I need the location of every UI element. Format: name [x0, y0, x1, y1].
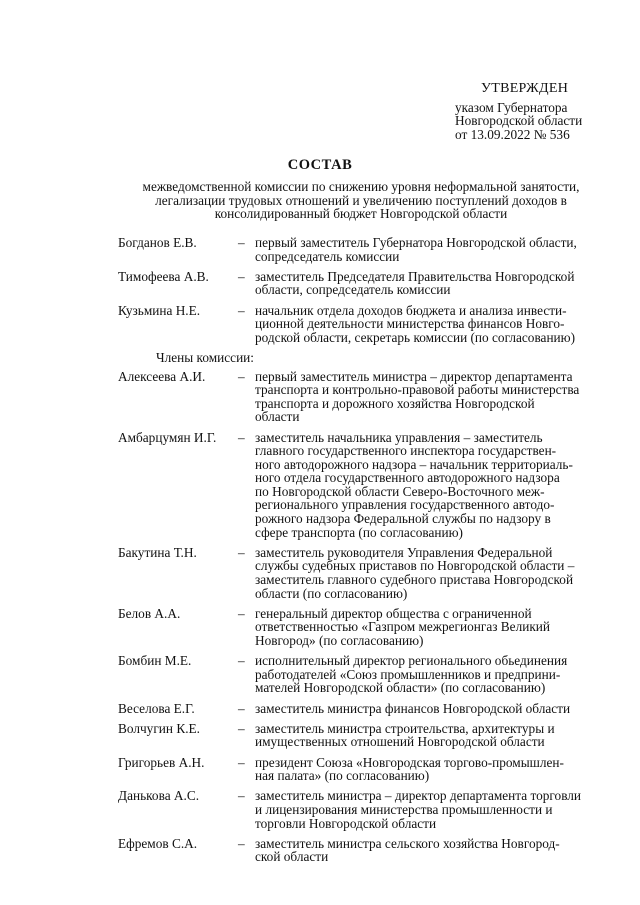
member-dash: –	[238, 653, 245, 669]
member-name: Волчугин К.Е.	[118, 720, 200, 736]
member-position-line: заместитель министра – директор департамента торговли	[255, 788, 582, 804]
member-position	[255, 702, 608, 716]
member-dash: –	[238, 429, 245, 445]
member-position-line: транспорта и контрольно-правовой работы министерства	[255, 382, 580, 398]
member-dash: –	[238, 700, 245, 716]
member-position-line: заместитель министра сельского хозяйства Новгород-	[255, 835, 560, 851]
member-position-line: исполнительный директор регионального обьединения	[255, 653, 568, 669]
member-row	[118, 546, 608, 600]
member-row	[118, 236, 608, 263]
member-position-line: генеральный директор общества с ограниченной	[255, 605, 532, 621]
member-position-line: первый заместитель Губернатора Новгородской области,	[255, 235, 577, 250]
member-position	[255, 756, 608, 783]
member-name: Бомбин М.Е.	[118, 653, 192, 669]
approval-line-2: Новгородской области	[455, 113, 583, 129]
members-list	[118, 370, 608, 864]
member-position	[255, 722, 608, 749]
member-position-line: области, сопредседатель комиссии	[255, 282, 451, 298]
member-dash: –	[238, 835, 245, 851]
member-row	[118, 607, 608, 648]
member-position-line: области (по согласованию)	[255, 585, 408, 601]
member-row	[118, 304, 608, 345]
approval-heading: УТВЕРЖДЕН	[481, 81, 569, 96]
member-dash: –	[238, 754, 245, 770]
member-name: Богданов Е.В.	[118, 235, 197, 250]
member-position-line: ответственностью «Газпром межрегионгаз Великий	[255, 619, 551, 635]
member-position	[255, 236, 608, 263]
member-position-line: сопредседатель комиссии	[255, 248, 400, 264]
member-row	[118, 837, 608, 864]
member-position-line: ской области	[255, 849, 329, 865]
member-row	[118, 722, 608, 749]
member-name: Данькова А.С.	[118, 788, 200, 804]
member-position-line: сфере транспорта (по согласованию)	[255, 524, 463, 540]
member-name: Тимофеева А.В.	[118, 268, 209, 284]
member-position-line: имущественных отношений Новгородской области	[255, 734, 545, 750]
member-position	[255, 546, 608, 600]
member-row	[118, 756, 608, 783]
member-position	[255, 304, 608, 345]
member-position-line: Новгород» (по согласованию)	[255, 633, 424, 648]
member-row	[118, 702, 608, 716]
member-name: Веселова Е.Г.	[118, 700, 195, 716]
member-position-line: главного государственного инспектора государствен-	[255, 443, 557, 459]
member-dash: –	[238, 368, 245, 384]
member-position-line: торговли Новгородской области	[255, 815, 437, 831]
member-position-line: заместитель министра строительства, архитектуры и	[255, 720, 555, 736]
document-subtitle	[110, 180, 612, 221]
member-position-line: ного отдела государственного автодорожного надзора	[255, 470, 560, 486]
member-position-line: президент Союза «Новгородская торгово-промышлен-	[255, 754, 564, 770]
member-name: Ефремов С.А.	[118, 835, 198, 851]
member-position-line: заместитель министра финансов Новгородской области	[255, 700, 571, 716]
member-position-line: службы судебных приставов по Новгородской области –	[255, 558, 575, 574]
member-dash: –	[238, 605, 245, 621]
member-position	[255, 607, 608, 648]
member-position	[255, 654, 608, 695]
leadership-list	[118, 236, 608, 344]
member-position-line: регионального управления государственного автодо-	[255, 497, 555, 513]
member-position-line: рожного надзора Федеральной службы по надзору в	[255, 511, 551, 527]
member-name: Белов А.А.	[118, 605, 181, 621]
member-position-line: мателей Новгородской области» (по согласованию)	[255, 680, 546, 696]
member-position	[255, 789, 608, 830]
member-position-line: ного автодорожного надзора – начальник территориаль-	[255, 456, 573, 472]
member-position-line: заместитель Председателя Правительства Новгородской	[255, 268, 575, 284]
member-name: Алексеева А.И.	[118, 368, 206, 384]
member-position	[255, 837, 608, 864]
members-label: Члены комиссии:	[156, 349, 254, 365]
member-position-line: заместитель руководителя Управления Федеральной	[255, 544, 553, 560]
member-position-line: начальник отдела доходов бюджета и анализа инвести-	[255, 302, 567, 318]
member-position-line: первый заместитель министра – директор департамента	[255, 368, 573, 384]
approval-line-1: указом Губернатора	[455, 99, 568, 115]
member-row	[118, 370, 608, 424]
member-position-line: родской области, секретарь комиссии (по согласованию)	[255, 329, 576, 345]
member-row	[118, 270, 608, 297]
member-row	[118, 654, 608, 695]
subtitle-line: легализации трудовых отношений и увеличению поступлений доходов в	[155, 192, 567, 208]
member-dash: –	[238, 302, 245, 318]
member-position-line: по Новгородской области Северо-Восточного меж-	[255, 483, 545, 499]
commission-list	[118, 236, 608, 870]
member-dash: –	[238, 720, 245, 736]
member-name: Григорьев А.Н.	[118, 754, 205, 770]
document-title: СОСТАВ	[287, 157, 353, 173]
member-position-line: ная палата» (по согласованию)	[255, 768, 430, 784]
member-position-line: заместитель начальника управления – заместитель	[255, 429, 543, 445]
member-name: Кузьмина Н.Е.	[118, 302, 201, 318]
member-position-line: заместитель главного судебного пристава Новгородской	[255, 572, 574, 588]
member-position-line: и лицензирования министерства промышленности и	[255, 801, 553, 817]
member-position-line: транспорта и дорожного хозяйства Новгородской	[255, 395, 535, 411]
member-position	[255, 370, 608, 424]
subtitle-line: консолидированный бюджет Новгородской области	[214, 206, 508, 222]
member-dash: –	[238, 544, 245, 560]
member-dash: –	[238, 788, 245, 804]
approval-stamp	[455, 82, 635, 141]
member-row	[118, 431, 608, 540]
member-dash: –	[238, 235, 245, 250]
approval-line-3: от 13.09.2022 № 536	[455, 126, 570, 142]
member-position-line: работодателей «Союз промышленников и предприни-	[255, 666, 561, 682]
member-dash: –	[238, 268, 245, 284]
member-position-line: ционной деятельности министерства финансов Новго-	[255, 316, 565, 332]
subtitle-line: межведомственной комиссии по снижению уровня неформальной занятости,	[142, 179, 580, 194]
member-name: Амбарцумян И.Г.	[118, 429, 217, 445]
member-name: Бакутина Т.Н.	[118, 544, 197, 560]
member-position	[255, 431, 608, 540]
member-position-line: области	[255, 409, 300, 425]
member-row	[118, 789, 608, 830]
member-position	[255, 270, 608, 297]
